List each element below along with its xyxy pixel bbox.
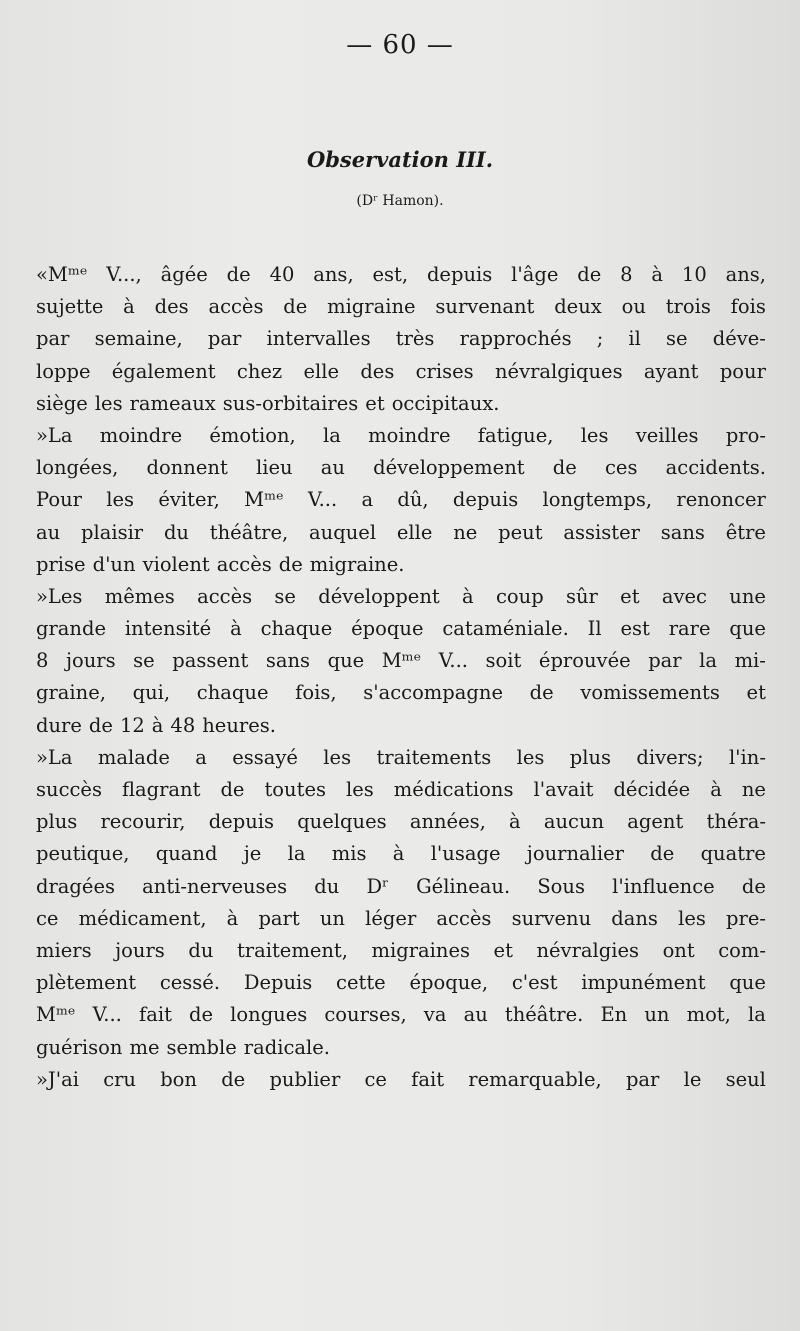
word: violent	[142, 552, 210, 576]
word: ans,	[313, 263, 354, 286]
word: chaque	[260, 617, 333, 641]
word: développement	[373, 456, 525, 480]
word: l'influence	[612, 874, 715, 898]
word: rapprochés	[459, 327, 572, 351]
word: théâtre.	[504, 1003, 584, 1027]
page-number: — 60 —	[346, 30, 454, 60]
word: traitements	[376, 745, 492, 769]
word: de	[552, 456, 577, 480]
word: seul	[725, 1067, 766, 1091]
word: léger	[365, 906, 417, 930]
text-line	[36, 356, 766, 388]
word: depuis	[426, 263, 493, 286]
text-line	[36, 613, 766, 645]
word: veilles	[635, 423, 699, 447]
word: En	[600, 1003, 628, 1027]
word: migraines	[371, 938, 470, 962]
word: V...,	[106, 263, 142, 286]
word: longées,	[36, 456, 119, 480]
word: de	[650, 842, 675, 866]
word: chaque	[196, 681, 269, 705]
word: que	[729, 971, 766, 995]
word: ce	[364, 1067, 387, 1091]
word: ne	[741, 778, 766, 801]
word: flagrant	[121, 778, 201, 801]
word: »J'ai	[36, 1067, 79, 1091]
word: névralgiques	[494, 359, 623, 383]
word: elle	[303, 359, 340, 383]
word: de	[529, 681, 554, 705]
word: à	[230, 617, 242, 641]
word: 48	[170, 713, 196, 737]
word: développent	[318, 584, 440, 608]
observation-author: (Dʳ Hamon).	[356, 193, 444, 209]
word: quelques	[297, 810, 387, 834]
text-line	[36, 774, 766, 806]
word: dragées	[36, 874, 115, 898]
word: fois	[730, 295, 766, 319]
word: passent	[172, 649, 249, 673]
word: il	[628, 327, 641, 351]
word: médications	[393, 778, 514, 801]
word: 10	[681, 263, 707, 286]
word: pro-	[725, 423, 766, 447]
word: accidents.	[665, 456, 766, 480]
word: va	[423, 1003, 447, 1027]
word: divers;	[636, 745, 704, 769]
word: radicale.	[243, 1035, 330, 1059]
word: journalier	[526, 842, 624, 866]
word: trois	[665, 295, 711, 319]
word: à	[651, 263, 664, 286]
word: prise	[36, 552, 86, 576]
word: fois,	[295, 681, 337, 705]
word: semble	[166, 1035, 237, 1059]
text-line	[36, 645, 766, 677]
word: sans	[660, 520, 705, 544]
word: époque	[351, 617, 424, 641]
word: siège	[36, 391, 88, 415]
word: loppe	[36, 359, 91, 383]
word: l'âge	[511, 263, 559, 286]
word: au	[320, 456, 345, 480]
word: à	[151, 713, 164, 737]
word: névralgies	[536, 938, 640, 962]
word: les	[346, 778, 374, 801]
word: à	[226, 906, 239, 930]
word: renoncer	[676, 488, 766, 512]
word: rameaux	[129, 391, 216, 415]
word: que	[327, 649, 365, 673]
word: et	[620, 584, 640, 608]
word: recourir,	[100, 810, 186, 834]
word: médicament,	[78, 906, 207, 930]
text-line	[36, 420, 766, 452]
word: accès	[216, 552, 272, 576]
word: le	[683, 1067, 702, 1091]
word: crises	[415, 359, 474, 383]
word: bon	[160, 1067, 197, 1091]
word: Mᵐᵉ	[36, 1003, 76, 1027]
word: éprouvée	[538, 649, 631, 673]
word: malade	[97, 745, 170, 769]
word: me	[129, 1035, 160, 1059]
word: longues	[230, 1003, 308, 1027]
word: cette	[336, 971, 386, 995]
word: Pour	[36, 488, 82, 512]
word: les	[678, 906, 706, 930]
word: 12	[119, 713, 145, 737]
word: la	[699, 649, 718, 673]
word: accès	[208, 295, 264, 319]
text-line	[36, 581, 766, 613]
word: de	[741, 874, 766, 898]
word: moindre	[368, 423, 451, 447]
word: l'avait	[533, 778, 594, 801]
word: survenant	[435, 295, 535, 319]
word: 8	[36, 649, 49, 673]
word: dû,	[397, 488, 429, 512]
word: mi-	[734, 649, 766, 673]
word: traitement,	[236, 938, 348, 962]
word: je	[243, 842, 262, 866]
word: et	[746, 681, 766, 705]
word: âgée	[160, 263, 208, 286]
word: remarquable,	[468, 1067, 602, 1091]
text-line	[36, 903, 766, 935]
word: dans	[611, 906, 658, 930]
text-line	[36, 967, 766, 999]
text-line	[36, 484, 766, 516]
word: à	[509, 810, 521, 834]
text-line	[36, 871, 766, 903]
word: la	[747, 1003, 766, 1027]
word: impunément	[581, 971, 706, 995]
word: depuis	[452, 488, 519, 512]
word: V...	[438, 649, 469, 673]
word: part	[258, 906, 300, 930]
word: la	[322, 423, 341, 447]
word: ;	[596, 327, 604, 351]
word: mot,	[686, 1003, 731, 1027]
word: du	[163, 520, 189, 544]
word: ne	[453, 520, 478, 544]
word: Sous	[537, 874, 585, 898]
word: déve-	[712, 327, 766, 351]
word: à	[392, 842, 405, 866]
word: ce	[36, 906, 59, 930]
word: par	[648, 649, 682, 673]
word: 8	[620, 263, 633, 286]
word: miers	[36, 938, 92, 962]
word: les	[94, 391, 123, 415]
text-line	[36, 323, 766, 355]
word: quand	[155, 842, 218, 866]
word: agent	[627, 810, 684, 834]
word: a	[195, 745, 207, 769]
word: très	[395, 327, 435, 351]
word: les	[580, 423, 609, 447]
text-line	[36, 291, 766, 323]
word: succès	[36, 778, 102, 801]
word: jours	[115, 938, 165, 962]
word: de	[220, 778, 245, 801]
word: lieu	[255, 456, 293, 480]
word: soit	[485, 649, 522, 673]
word: de	[189, 1003, 214, 1027]
word: cessé.	[159, 971, 221, 995]
word: quatre	[700, 842, 766, 866]
text-line	[36, 1032, 766, 1064]
word: théra-	[706, 810, 766, 834]
word: ou	[621, 295, 646, 319]
word: Depuis	[243, 971, 313, 995]
word: les	[106, 488, 135, 512]
word: à	[462, 584, 474, 608]
word: «Mᵐᵉ	[36, 263, 88, 286]
word: s'accompagne	[363, 681, 503, 705]
word: depuis	[208, 810, 275, 834]
word: guérison	[36, 1035, 123, 1059]
word: Il	[587, 617, 602, 641]
word: se	[274, 584, 296, 608]
word: sûr	[565, 584, 598, 608]
word: accès	[436, 906, 492, 930]
word: Mᵐᵉ	[244, 488, 284, 512]
word: migraine.	[309, 552, 405, 576]
word: est	[620, 617, 650, 641]
word: Dʳ	[366, 874, 389, 898]
word: cru	[103, 1067, 136, 1091]
word: a	[361, 488, 374, 512]
word: que	[729, 617, 766, 641]
word: se	[133, 649, 155, 673]
word: coup	[495, 584, 544, 608]
word: publier	[269, 1067, 341, 1091]
text-line	[36, 1064, 766, 1096]
word: au	[36, 520, 61, 544]
text-line	[36, 259, 766, 291]
word: ayant	[643, 359, 699, 383]
word: avec	[661, 584, 707, 608]
word: des	[154, 295, 189, 319]
word: plus	[36, 810, 78, 834]
word: fatigue,	[477, 423, 554, 447]
word: des	[360, 359, 395, 383]
word: donnent	[146, 456, 228, 480]
word: les	[323, 745, 352, 769]
word: »La	[36, 423, 73, 447]
word: décidée	[613, 778, 691, 801]
word: les	[516, 745, 545, 769]
word: peut	[498, 520, 543, 544]
text-line	[36, 999, 766, 1031]
word: et	[365, 391, 385, 415]
word: par	[207, 327, 242, 351]
word: intervalles	[266, 327, 371, 351]
word: elle	[396, 520, 433, 544]
word: années,	[409, 810, 486, 834]
word: auquel	[309, 520, 377, 544]
word: ont	[662, 938, 695, 962]
word: l'usage	[430, 842, 501, 866]
text-line	[36, 838, 766, 870]
word: pour	[719, 359, 766, 383]
word: théâtre,	[209, 520, 289, 544]
word: 40	[269, 263, 295, 286]
word: »Les	[36, 584, 83, 608]
word: peutique,	[36, 842, 130, 866]
word: chez	[236, 359, 283, 383]
word: époque,	[409, 971, 489, 995]
word: pre-	[726, 906, 766, 930]
word: com-	[718, 938, 766, 962]
word: occipitaux.	[391, 391, 500, 415]
word: de	[577, 263, 602, 286]
text-line	[36, 388, 766, 420]
word: fait	[138, 1003, 172, 1027]
word: du	[188, 938, 214, 962]
word: ces	[605, 456, 638, 480]
word: V...	[307, 488, 338, 512]
word: plus	[569, 745, 612, 769]
word: V...	[92, 1003, 122, 1027]
word: et	[493, 938, 513, 962]
word: également	[111, 359, 216, 383]
word: Mᵐᵉ	[381, 649, 422, 673]
observation-body	[36, 259, 766, 1096]
word: l'in-	[728, 745, 766, 769]
word: une	[729, 584, 766, 608]
word: assister	[563, 520, 640, 544]
word: de	[88, 713, 113, 737]
word: plaisir	[80, 520, 144, 544]
word: est,	[372, 263, 409, 286]
text-line	[36, 452, 766, 484]
word: graine,	[36, 681, 106, 705]
word: toutes	[264, 778, 326, 801]
word: sans	[265, 649, 311, 673]
word: mêmes	[104, 584, 175, 608]
word: se	[666, 327, 688, 351]
word: c'est	[511, 971, 558, 995]
word: être	[725, 520, 766, 544]
text-line	[36, 710, 766, 742]
word: Gélineau.	[416, 874, 511, 898]
word: à	[123, 295, 135, 319]
word: du	[314, 874, 340, 898]
word: un	[319, 906, 345, 930]
word: »La	[36, 745, 73, 769]
word: accès	[197, 584, 253, 608]
observation-title: Observation III.	[306, 147, 494, 172]
word: fait	[411, 1067, 445, 1091]
word: mis	[331, 842, 367, 866]
word: un	[644, 1003, 670, 1027]
word: par	[36, 327, 70, 351]
word: vomissements	[580, 681, 720, 705]
word: la	[287, 842, 306, 866]
word: de	[221, 1067, 246, 1091]
word: d'un	[92, 552, 136, 576]
word: survenu	[511, 906, 592, 930]
word: migraine	[327, 295, 416, 319]
word: deux	[554, 295, 602, 319]
word: au	[463, 1003, 488, 1027]
word: éviter,	[158, 488, 220, 512]
word: rare	[668, 617, 711, 641]
word: dure	[36, 713, 82, 737]
word: grande	[36, 617, 107, 641]
word: heures.	[202, 713, 276, 737]
word: de	[283, 295, 308, 319]
word: à	[710, 778, 722, 801]
text-line	[36, 935, 766, 967]
word: jours	[65, 649, 116, 673]
word: courses,	[324, 1003, 407, 1027]
word: semaine,	[94, 327, 183, 351]
word: longtemps,	[542, 488, 653, 512]
word: sujette	[36, 295, 104, 319]
word: qui,	[132, 681, 171, 705]
text-line	[36, 742, 766, 774]
word: moindre	[99, 423, 183, 447]
text-line	[36, 677, 766, 709]
word: intensité	[124, 617, 212, 641]
word: essayé	[232, 745, 298, 769]
word: plètement	[36, 971, 137, 995]
word: anti-nerveuses	[142, 874, 288, 898]
word: émotion,	[209, 423, 296, 447]
word: de	[278, 552, 303, 576]
word: sus-orbitaires	[222, 391, 359, 415]
text-line	[36, 517, 766, 549]
text-line	[36, 549, 766, 581]
word: ans,	[725, 263, 766, 286]
word: par	[625, 1067, 660, 1091]
text-line	[36, 806, 766, 838]
word: de	[226, 263, 251, 286]
word: aucun	[543, 810, 605, 834]
word: cataméniale.	[442, 617, 569, 641]
